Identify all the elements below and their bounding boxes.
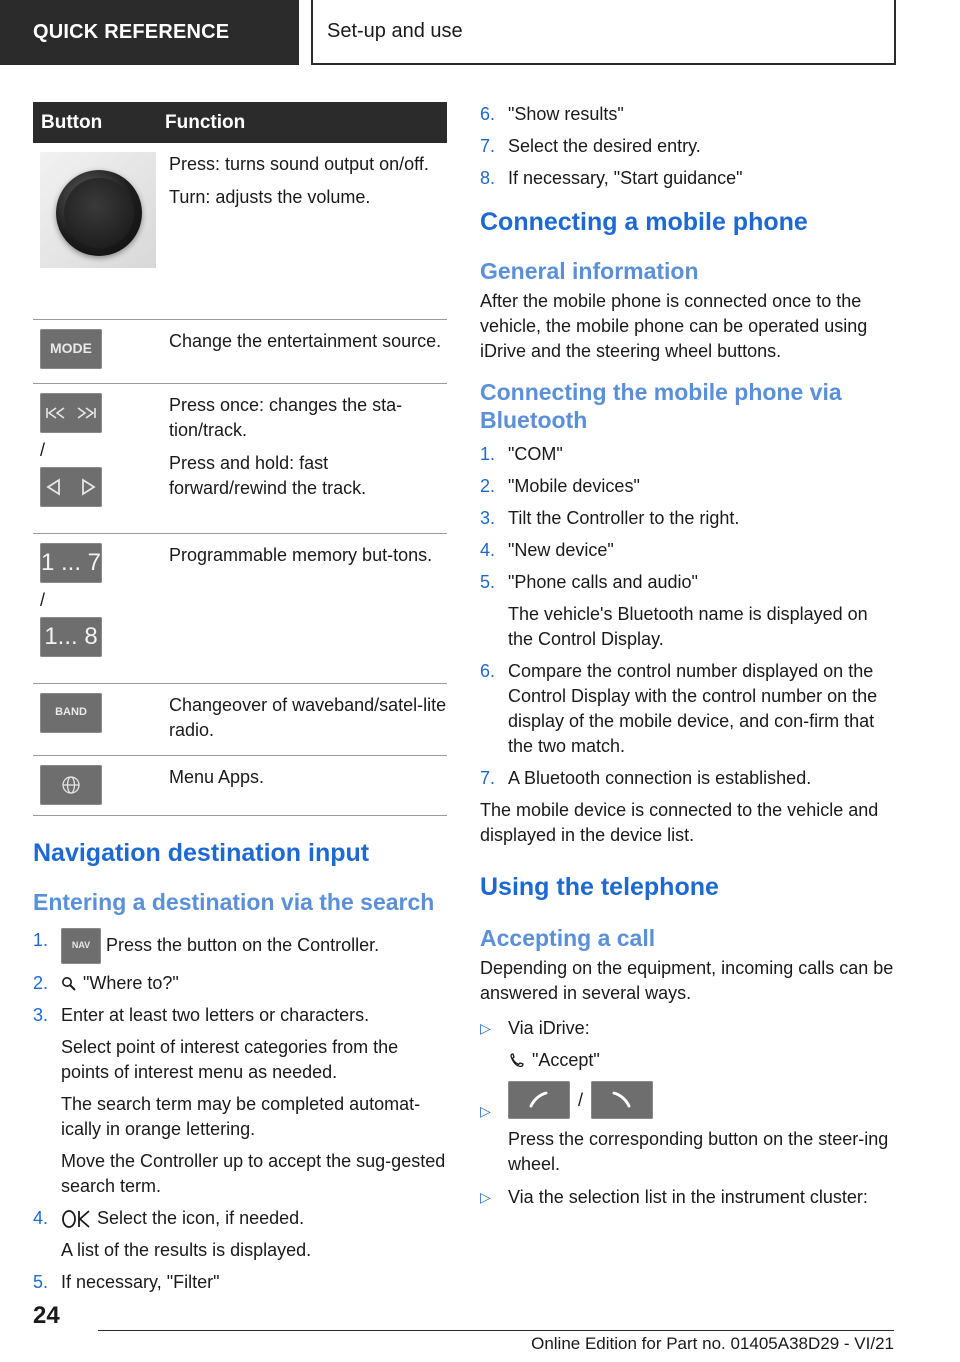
function-text: Programmable memory but-tons.: [169, 544, 433, 565]
function-cell: [165, 755, 447, 815]
apps-button-image: [40, 765, 102, 805]
function-text: Change the entertainment source.: [169, 330, 442, 351]
step-subtext: Move the Controller up to accept the sug-gested search term.: [61, 1150, 446, 1196]
header-section-tab: [0, 0, 299, 65]
bullet-subtext: "Accept": [532, 1050, 600, 1070]
step-text: Tilt the Controller to the right.: [508, 508, 740, 528]
bullet-text: Via the selection list in the instrument cluster:: [508, 1187, 868, 1207]
table-row: [33, 143, 447, 319]
header-chapter-box: [311, 0, 896, 65]
skip-back-forward-icon: [44, 405, 98, 421]
header-chapter-label: Set-up and use: [327, 20, 463, 42]
button-cell: [33, 143, 165, 319]
bullet-subtext: Press the corresponding button on the steer-ing wheel.: [508, 1129, 889, 1174]
step-subtext: Select point of interest categories from the points of interest menu as needed.: [61, 1036, 399, 1082]
phone-heading: Connecting a mobile phone: [480, 208, 808, 236]
step-text: If necessary, "Filter": [61, 1271, 220, 1292]
phone-accept-icon: [528, 1090, 550, 1110]
list-item: [33, 1003, 447, 1199]
step-number: 1.: [33, 929, 49, 950]
arrow-buttons-image: [40, 467, 102, 507]
table-row: [33, 383, 447, 533]
function-text: Press and hold: fast forward/rewind the track.: [169, 452, 367, 498]
list-item: [33, 971, 447, 996]
button-cell: [33, 533, 165, 683]
footer-divider: [98, 1330, 894, 1331]
bullet-text: Via iDrive:: [508, 1018, 590, 1038]
nav-button-icon: [61, 928, 101, 964]
column-header-button: Button: [33, 102, 165, 143]
step-text: "COM": [508, 444, 563, 464]
telephone-heading: Using the telephone: [480, 873, 719, 901]
step-number: 6.: [480, 104, 496, 124]
general-info-subheading: General information: [480, 258, 699, 284]
list-item: [480, 659, 894, 759]
list-item: [480, 166, 894, 191]
accept-methods-list: [480, 1016, 894, 1210]
apps-globe-icon: [61, 775, 81, 795]
list-item: [480, 442, 894, 467]
step-text: Compare the control number displayed on the Control Display with the control number on the display of the mobile device, and con-firm that the two match.: [508, 661, 878, 756]
step-text: "Show results": [508, 104, 624, 124]
navigation-steps-list: [33, 928, 447, 1295]
bullet-triangle-icon: ▷: [480, 1103, 491, 1119]
memory-buttons-8-image: [40, 617, 102, 657]
general-info-text: After the mobile phone is connected once to the vehicle, the mobile phone can be operated using iDrive and the steering wheel buttons.: [480, 291, 868, 361]
table-row: [33, 755, 447, 815]
volume-knob-image: [40, 152, 156, 268]
right-column: [480, 102, 894, 1218]
step-text: Select the desired entry.: [508, 136, 701, 156]
page-number: 24: [33, 1302, 60, 1329]
function-cell: [165, 533, 447, 683]
or-separator: /: [578, 1089, 584, 1110]
ok-icon: [61, 1209, 91, 1229]
step-text: "New device": [508, 540, 614, 560]
button-cell: [33, 755, 165, 815]
step-text: A Bluetooth connection is established.: [508, 768, 812, 788]
step-number: 7.: [480, 136, 496, 156]
list-item: [480, 538, 894, 563]
mode-button-image: [40, 329, 102, 369]
bluetooth-result-text: The mobile device is connected to the vehicle and displayed in the device list.: [480, 800, 879, 845]
step-text: "Mobile devices": [508, 476, 640, 496]
step-number: 4.: [33, 1207, 49, 1228]
step-number: 2.: [33, 972, 49, 993]
list-item: [33, 1270, 447, 1295]
search-subheading: Entering a destination via the search: [33, 888, 435, 915]
table-row: [33, 533, 447, 683]
button-cell: [33, 319, 165, 383]
step-text: If necessary, "Start guidance": [508, 168, 743, 188]
button-cell: [33, 383, 165, 533]
list-item: [480, 766, 894, 791]
or-separator: /: [40, 439, 46, 460]
step-number: 1.: [480, 444, 496, 464]
or-separator: /: [40, 589, 46, 610]
list-item: [480, 1185, 894, 1210]
list-item: [480, 1016, 894, 1073]
function-text: Menu Apps.: [169, 766, 265, 787]
skip-track-buttons-image: [40, 393, 102, 433]
bluetooth-subheading: Connecting the mobile phone via Bluetooth: [480, 379, 842, 433]
table-header-row: [33, 102, 447, 143]
footer-edition: Online Edition for Part no. 01405A38D29 - VI/21: [531, 1334, 894, 1353]
step-number: 4.: [480, 540, 496, 560]
phone-button-image: [591, 1081, 653, 1119]
step-subtext: The vehicle's Bluetooth name is displayed on the Control Display.: [508, 604, 868, 649]
step-number: 5.: [480, 572, 496, 592]
step-number: 2.: [480, 476, 496, 496]
band-button-label: BAND: [55, 706, 87, 718]
memory-buttons-7-label: 1 ... 7: [40, 549, 102, 576]
bluetooth-steps-list: [480, 442, 894, 791]
list-item: [480, 570, 894, 652]
mode-button-label: MODE: [50, 340, 92, 356]
phone-hangup-icon: [611, 1090, 633, 1110]
memory-buttons-7-image: [40, 543, 102, 583]
memory-buttons-8-label: 1... 8: [44, 623, 98, 650]
list-item: [480, 102, 894, 127]
list-item: [480, 506, 894, 531]
step-number: 6.: [480, 661, 496, 681]
function-cell: [165, 683, 447, 755]
function-text: Turn: adjusts the volume.: [169, 187, 371, 207]
table-row: [33, 683, 447, 755]
list-item: [33, 928, 447, 964]
table-row: [33, 319, 447, 383]
left-column: [33, 102, 447, 1302]
navigation-steps-continued: [480, 102, 894, 191]
button-function-table: [33, 102, 447, 816]
step-number: 3.: [33, 1004, 49, 1025]
list-item: [480, 474, 894, 499]
accept-call-subheading: Accepting a call: [480, 925, 656, 951]
function-text: Press: turns sound output on/off.: [169, 154, 429, 174]
navigation-heading: Navigation destination input: [33, 838, 370, 867]
phone-icon: [508, 1052, 526, 1070]
step-text: Enter at least two letters or characters.: [61, 1004, 370, 1025]
step-number: 5.: [33, 1271, 49, 1292]
function-text: Press once: changes the sta-tion/track.: [169, 394, 403, 440]
button-cell: [33, 683, 165, 755]
accept-call-text: Depending on the equipment, incoming calls can be answered in several ways.: [480, 958, 894, 1003]
step-number: 7.: [480, 768, 496, 788]
step-text: "Phone calls and audio": [508, 572, 698, 592]
search-icon: [61, 976, 77, 992]
list-item: [480, 134, 894, 159]
header-section-label: QUICK REFERENCE: [33, 21, 230, 43]
bullet-triangle-icon: ▷: [480, 1189, 491, 1205]
list-item: [480, 1081, 894, 1177]
accept-call-button-image: [508, 1081, 570, 1119]
step-text: "Where to?": [83, 972, 179, 993]
column-header-function: Function: [165, 102, 447, 143]
step-subtext: The search term may be completed automat-ically in orange lettering.: [61, 1093, 421, 1139]
bullet-triangle-icon: ▷: [480, 1020, 491, 1036]
step-subtext: A list of the results is displayed.: [61, 1239, 312, 1260]
list-item: [33, 1206, 447, 1263]
function-cell: [165, 383, 447, 533]
band-button-image: [40, 693, 102, 733]
function-cell: [165, 319, 447, 383]
function-cell: [165, 143, 447, 319]
step-text: Press the button on the Controller.: [101, 934, 380, 955]
step-number: 3.: [480, 508, 496, 528]
step-number: 8.: [480, 168, 496, 188]
function-text: Changeover of waveband/satel-lite radio.: [169, 694, 447, 740]
step-text: Select the icon, if needed.: [97, 1207, 305, 1228]
nav-button-label: NAV: [71, 940, 91, 950]
left-right-arrow-icon: [44, 478, 98, 496]
